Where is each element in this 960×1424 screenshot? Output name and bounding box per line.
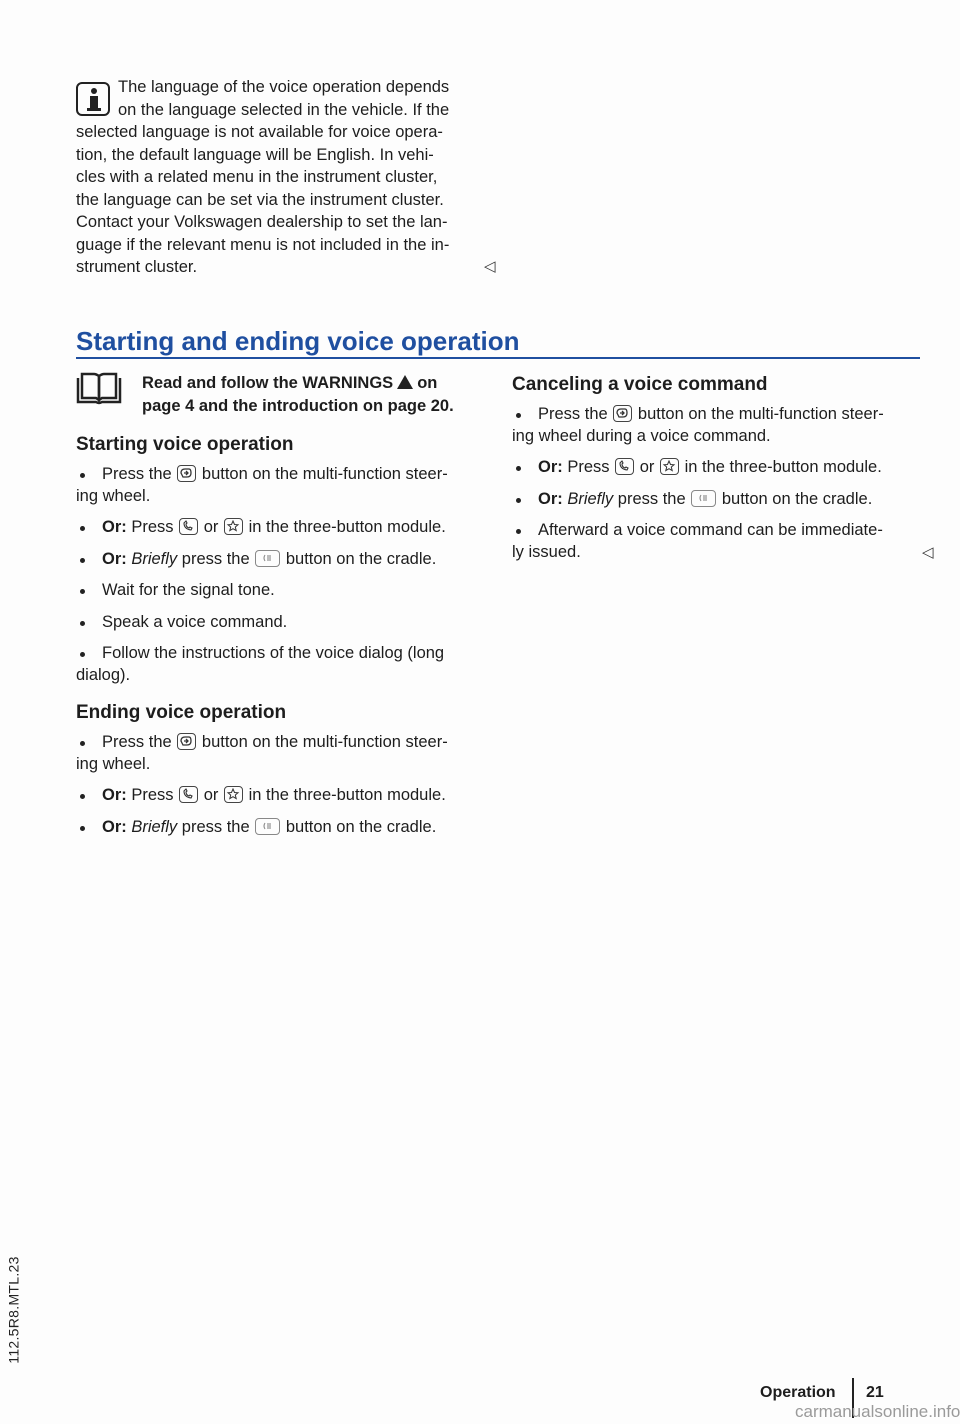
list-item: Afterward a voice command can be immediate- ly issued. ◁: [512, 520, 924, 563]
read-warnings-box: Read and follow the WARNINGS on page 4 and the introduction on page 20.: [76, 368, 488, 426]
end-marker-icon: ◁: [484, 258, 496, 275]
list-item: Press the button on the multi-function steer- ing wheel during a voice command.: [512, 404, 924, 447]
starting-list: [76, 464, 488, 686]
end-marker-icon: ◁: [922, 544, 934, 561]
warning-icon: [397, 375, 413, 389]
watermark: carmanualsonline.info: [795, 1402, 960, 1421]
book-icon: [76, 372, 122, 406]
ending-list: [76, 732, 488, 838]
voice-button-icon: [177, 733, 196, 750]
list-item: Follow the instructions of the voice dialog (long dialog).: [76, 643, 488, 686]
ending-subheading: Ending voice operation: [76, 702, 287, 723]
star-button-icon: [660, 458, 679, 475]
cradle-button-icon: [255, 818, 280, 835]
cradle-button-icon: [691, 490, 716, 507]
info-line: cles with a related menu in the instrument cluster,: [76, 168, 438, 186]
info-line: selected language is not available for voice opera-: [76, 123, 443, 141]
list-item: Or: Briefly press the button on the cradle.: [512, 489, 924, 511]
list-item: Speak a voice command.: [76, 612, 488, 634]
left-column: [76, 368, 488, 838]
info-line: The language of the voice operation depends: [118, 78, 450, 96]
info-icon: [76, 82, 110, 116]
list-item: Or: Press or in the three-button module.: [76, 517, 488, 539]
section-heading: Starting and ending voice operation: [76, 326, 520, 356]
list-item: Or: Press or in the three-button module.: [76, 785, 488, 807]
info-line: strument cluster.: [76, 258, 198, 276]
list-item: Or: Press or in the three-button module.: [512, 457, 924, 479]
canceling-list: [512, 404, 934, 563]
list-item: Press the button on the multi-function steer- ing wheel.: [76, 732, 488, 775]
heading-rule: [76, 357, 920, 359]
star-button-icon: [224, 786, 243, 803]
document-code: 112.5R8.MTL.23: [6, 1256, 23, 1364]
phone-button-icon: [179, 786, 198, 803]
list-item: Press the button on the multi-function steer- ing wheel.: [76, 464, 488, 507]
cradle-button-icon: [255, 550, 280, 567]
right-column: [512, 368, 934, 563]
info-note: [76, 76, 496, 279]
info-line: on the language selected in the vehicle. If the: [118, 100, 450, 119]
list-item: Or: Briefly press the button on the cradle.: [76, 817, 488, 839]
starting-subheading: Starting voice operation: [76, 434, 294, 455]
info-line: the language can be set via the instrument cluster.: [76, 190, 444, 209]
voice-button-icon: [177, 465, 196, 482]
info-line: Contact your Volkswagen dealership to set the lan-: [76, 213, 448, 231]
list-item: Wait for the signal tone.: [76, 580, 488, 602]
section-label: Operation: [760, 1384, 836, 1401]
info-line: guage if the relevant menu is not included in the in-: [76, 235, 450, 254]
page-number: 21: [866, 1384, 884, 1401]
voice-button-icon: [613, 405, 632, 422]
canceling-subheading: Canceling a voice command: [512, 374, 768, 395]
list-item: Or: Briefly press the button on the cradle.: [76, 549, 488, 571]
info-line: tion, the default language will be English. In vehi-: [76, 145, 434, 164]
phone-button-icon: [615, 458, 634, 475]
star-button-icon: [224, 518, 243, 535]
phone-button-icon: [179, 518, 198, 535]
